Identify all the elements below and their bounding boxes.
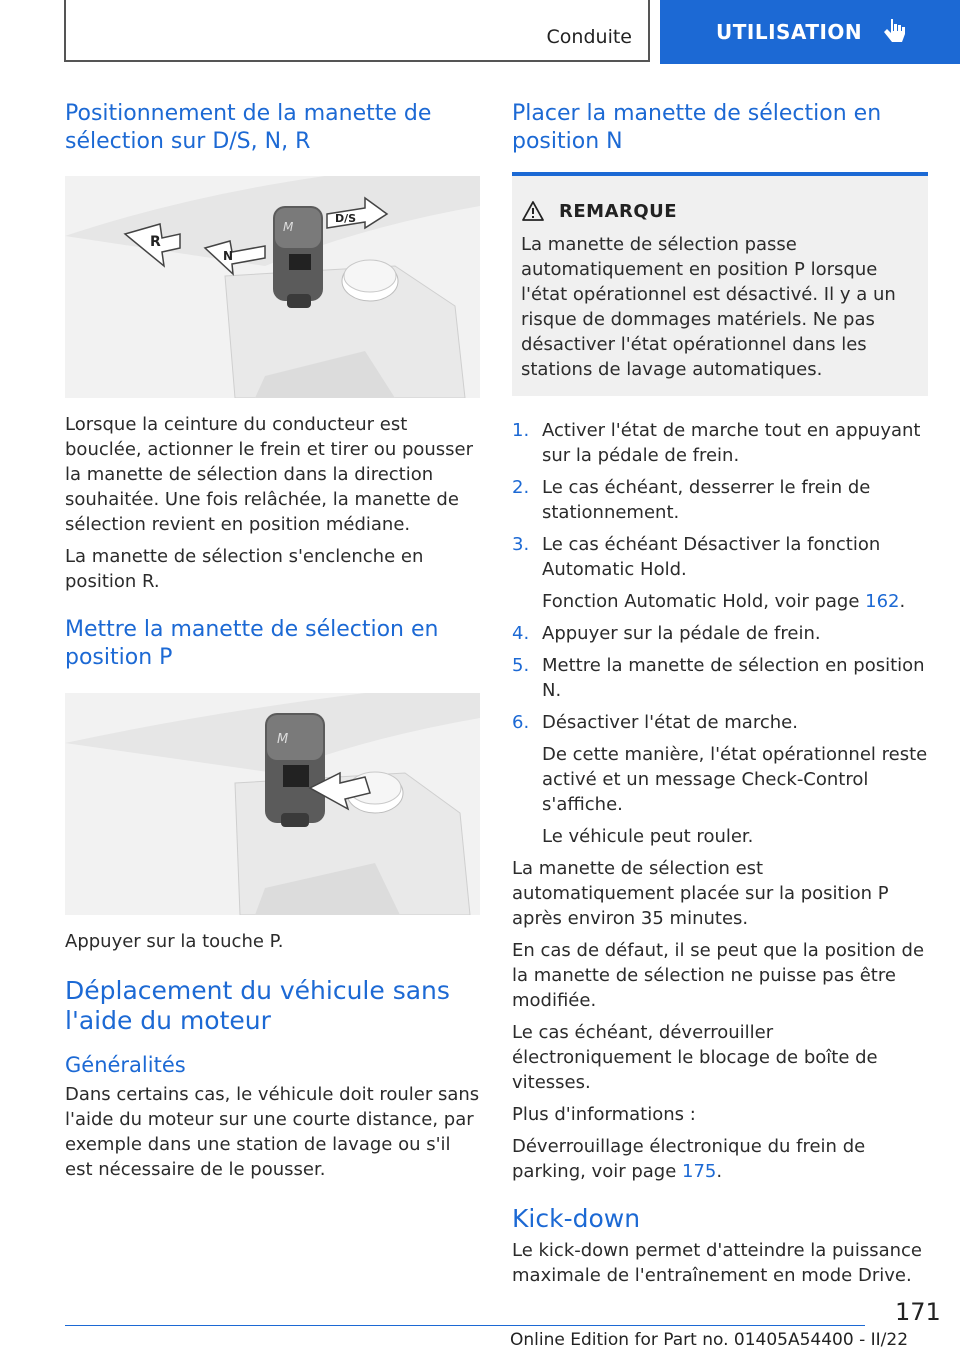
heading-general: Généralités — [65, 1053, 186, 1077]
footer-rule — [65, 1325, 865, 1326]
p-button-illustration — [65, 693, 480, 915]
paragraph-defect: En cas de défaut, il se peut que la position de la manette de sélection ne puisse pas être modifiée. — [512, 940, 925, 1011]
step3-reference: Fonction Automatic Hold, voir page 162. — [542, 591, 906, 612]
right-column — [512, 100, 928, 1288]
notice-box — [512, 172, 928, 396]
list-item: 2. Le cas échéant, desserrer le frein de stationnement. — [512, 477, 871, 523]
paragraph-kick-down: Le kick-down permet d'atteindre la puissance maximale de l'entraînement en mode Drive. — [512, 1240, 922, 1286]
chapter-tab[interactable] — [660, 0, 960, 64]
paragraph-general: Dans certains cas, le véhicule doit rouler sans l'aide du moteur sur une courte distance, par exemple dans une station de lavage ou s'il est nécessaire de le pousser. — [65, 1084, 480, 1180]
warning-icon — [521, 200, 545, 222]
selector-lever-illustration — [65, 176, 480, 398]
paragraph-more-info: Plus d'informations : — [512, 1104, 696, 1125]
step6-detail: De cette manière, l'état opérationnel reste activé et un message Check-Control s'affiche. — [542, 744, 928, 815]
edition-footer: Online Edition for Part no. 01405A54400 - II/22 — [510, 1330, 909, 1350]
figure-p-button — [65, 693, 480, 915]
header-frame — [64, 0, 650, 62]
left-column — [65, 100, 480, 1182]
notice-header — [521, 200, 918, 222]
svg-text:M: M — [277, 732, 289, 747]
heading-moving-without-engine: Déplacement du véhicule sans l'aide du moteur — [65, 976, 450, 1035]
fig1-label-ds: D/S — [335, 212, 357, 225]
paragraph-engage-r: La manette de sélection s'enclenche en position R. — [65, 546, 424, 592]
paragraph-press-p: Appuyer sur la touche P. — [65, 931, 284, 952]
list-item: 3. Le cas échéant Désactiver la fonction Automatic Hold. — [512, 534, 881, 580]
fig1-label-n: N — [223, 249, 234, 263]
section-label: Conduite — [546, 26, 632, 48]
paragraph-auto-p: La manette de sélection est automatiquement placée sur la position P après environ 35 minutes. — [512, 858, 889, 929]
steps-list — [512, 418, 928, 582]
notice-text: La manette de sélection passe automatiquement en position P lorsque l'état opérationnel est désactivé. Il y a un risque de dommages matériels. Ne pas désactiver l'état opérationnel dans les stations de lavage automatiques. — [521, 234, 896, 380]
list-item: 6. Désactiver l'état de marche. — [512, 712, 798, 733]
page-number: 171 — [895, 1298, 941, 1326]
heading-selector-positions: Positionnement de la manette de sélection sur D/S, N, R — [65, 101, 432, 154]
step6-result: Le véhicule peut rouler. — [542, 826, 754, 847]
page-link-162[interactable]: 162 — [865, 591, 900, 612]
list-item: 4. Appuyer sur la pédale de frein. — [512, 623, 821, 644]
page-link-175[interactable]: 175 — [682, 1161, 717, 1182]
paragraph-park-brake-ref: Déverrouillage électronique du frein de parking, voir page 175. — [512, 1136, 866, 1182]
chapter-label: UTILISATION — [716, 20, 863, 44]
heading-position-p: Mettre la manette de sélection en position P — [65, 617, 439, 670]
pointing-hand-icon — [882, 17, 908, 47]
notice-title: REMARQUE — [559, 200, 678, 222]
figure-selector-lever-directions — [65, 176, 480, 398]
list-item: 5. Mettre la manette de sélection en position N. — [512, 655, 925, 701]
paragraph-seatbelt: Lorsque la ceinture du conducteur est bouclée, actionner le frein et tirer ou pousser la manette de sélection dans la direction souhaitée. Une fois relâchée, la manette de sélection revient en position médiane. — [65, 414, 474, 535]
paragraph-unlock: Le cas échéant, déverrouiller électroniquement le blocage de boîte de vitesses. — [512, 1022, 878, 1093]
fig1-label-r: R — [150, 234, 161, 250]
steps-list-continued — [512, 621, 928, 735]
heading-position-n: Placer la manette de sélection en position N — [512, 101, 882, 154]
list-item: 1. Activer l'état de marche tout en appuyant sur la pédale de frein. — [512, 420, 921, 466]
heading-kick-down: Kick-down — [512, 1204, 641, 1233]
svg-text:M: M — [283, 220, 294, 234]
